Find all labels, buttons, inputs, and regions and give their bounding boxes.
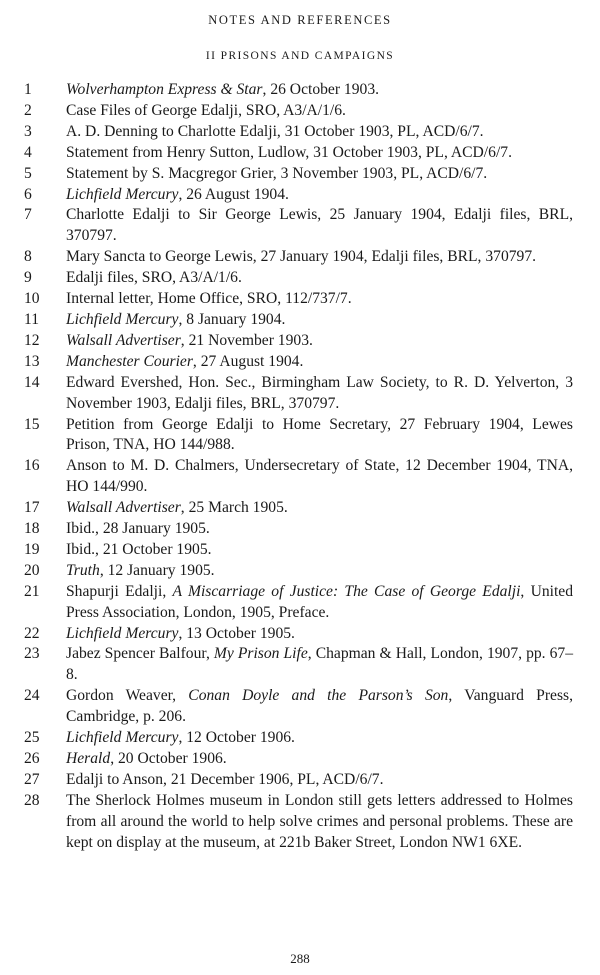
- note-entry: [0, 143, 573, 164]
- note-entry: [0, 728, 573, 749]
- note-entry: [0, 791, 573, 854]
- note-text-run: Edalji to Anson, 21 December 1906, PL, ACD/6/7.: [66, 770, 384, 788]
- note-entry: [0, 80, 573, 101]
- note-title-italic: A Miscarriage of Justice: The Case of George Edalji: [172, 582, 521, 600]
- note-text-run: , 25 March 1905.: [180, 499, 288, 517]
- note-entry: [0, 519, 573, 540]
- notes-list: [0, 80, 600, 854]
- note-text-run: The Sherlock Holmes museum in London still gets letters addressed to Holmes from all around the world to help solve crimes and personal problems. These are kept on display at the museum, at 221b Baker Street, London NW1 6XE.: [66, 791, 573, 851]
- note-number: 7: [24, 206, 32, 224]
- note-title-italic: Wolverhampton Express & Star: [66, 81, 263, 98]
- note-number: 9: [24, 269, 32, 287]
- note-entry: [0, 122, 573, 143]
- note-text-run: Statement by S. Macgregor Grier, 3 November 1903, PL, ACD/6/7.: [66, 164, 488, 182]
- note-text: [66, 269, 242, 286]
- note-entry: [0, 644, 573, 686]
- note-entry: [0, 331, 573, 352]
- note-number: 27: [24, 770, 40, 788]
- note-text: [66, 81, 379, 98]
- note-text: [66, 353, 303, 370]
- note-text-run: , 8 January 1904.: [178, 310, 286, 328]
- note-number: 20: [24, 561, 40, 579]
- note-number: 2: [24, 101, 32, 119]
- note-text: [66, 562, 215, 579]
- note-entry: [0, 289, 573, 310]
- note-number: 17: [24, 499, 40, 517]
- note-entry: [0, 310, 573, 331]
- note-number: 15: [24, 415, 40, 433]
- note-text-run: Gordon Weaver,: [66, 687, 189, 705]
- note-text: [66, 290, 352, 307]
- note-text: [66, 771, 383, 788]
- note-number: 22: [24, 624, 40, 642]
- note-text-run: , 20 October 1906.: [110, 750, 227, 767]
- note-entry: [0, 268, 573, 289]
- note-entry: [0, 770, 573, 791]
- note-text: [66, 499, 288, 516]
- note-number: 5: [24, 164, 32, 182]
- note-text: [66, 416, 573, 454]
- note-entry: [0, 373, 573, 415]
- note-text: [66, 687, 573, 725]
- note-title-italic: Walsall Advertiser: [66, 331, 181, 349]
- note-text-run: A. D. Denning to Charlotte Edalji, 31 October 1903, PL, ACD/6/7.: [66, 122, 484, 140]
- note-text-run: Case Files of George Edalji, SRO, A3/A/1/6.: [66, 101, 346, 119]
- note-text-run: Mary Sancta to George Lewis, 27 January 1904, Edalji files, BRL, 370797.: [66, 248, 537, 266]
- note-number: 28: [24, 791, 40, 809]
- note-number: 12: [24, 331, 40, 349]
- note-number: 10: [24, 290, 40, 308]
- running-head: NOTES AND REFERENCES: [208, 13, 392, 27]
- note-text-run: Petition from George Edalji to Home Secretary, 27 February 1904, Lewes Prison, TNA, HO 144/988.: [66, 415, 573, 454]
- note-text-run: , 21 November 1903.: [180, 331, 313, 349]
- note-text: [66, 186, 289, 203]
- note-text: [66, 374, 573, 412]
- note-text-run: Internal letter, Home Office, SRO, 112/737/7.: [66, 290, 352, 308]
- note-title-italic: Lichfield Mercury: [66, 185, 179, 203]
- note-text-run: , 13 October 1905.: [178, 624, 295, 642]
- note-entry: [0, 624, 573, 645]
- note-number: 16: [24, 457, 40, 475]
- note-number: 25: [24, 729, 40, 747]
- note-text: [66, 248, 536, 265]
- note-entry: [0, 749, 573, 770]
- note-number: 13: [24, 352, 40, 370]
- note-title-italic: My Prison Life: [213, 645, 308, 663]
- note-entry: [0, 498, 573, 519]
- note-entry: [0, 582, 573, 624]
- note-entry: [0, 185, 573, 206]
- note-text-run: , 26 August 1904.: [178, 185, 289, 203]
- note-text-run: Charlotte Edalji to Sir George Lewis, 25 January 1904, Edalji files, BRL, 370797.: [66, 206, 573, 245]
- note-text: [66, 541, 212, 558]
- note-entry: [0, 686, 573, 728]
- note-text-run: , 27 August 1904.: [192, 352, 304, 370]
- note-title-italic: Lichfield Mercury: [66, 729, 179, 747]
- note-text: [66, 645, 573, 683]
- note-text: [66, 457, 573, 495]
- note-title-italic: Lichfield Mercury: [66, 310, 179, 328]
- note-text-run: , 26 October 1903.: [262, 81, 380, 98]
- note-text-run: Ibid., 28 January 1905.: [66, 520, 210, 538]
- note-text: [66, 750, 227, 767]
- note-text: [66, 792, 573, 851]
- note-number: 1: [24, 81, 32, 98]
- note-entry: [0, 101, 573, 122]
- note-text: [66, 102, 346, 119]
- note-text: [66, 332, 313, 349]
- note-number: 14: [24, 373, 40, 391]
- note-text-run: Jabez Spencer Balfour,: [66, 645, 214, 663]
- note-entry: [0, 352, 573, 373]
- note-entry: [0, 456, 573, 498]
- note-entry: [0, 561, 573, 582]
- note-text: [66, 206, 573, 244]
- note-text: [66, 144, 512, 161]
- note-text-run: , 12 October 1906.: [178, 729, 295, 747]
- note-number: 21: [24, 582, 40, 600]
- note-number: 24: [24, 687, 40, 705]
- note-entry: [0, 164, 573, 185]
- note-title-italic: Herald: [66, 750, 111, 767]
- note-text: [66, 311, 285, 328]
- note-title-italic: Manchester Courier: [66, 352, 193, 370]
- note-number: 23: [24, 645, 40, 663]
- note-text-run: , United Press Association, London, 1905, Preface.: [66, 582, 574, 621]
- note-text-run: Ibid., 21 October 1905.: [66, 540, 212, 558]
- note-text: [66, 729, 295, 746]
- note-text-run: Edalji files, SRO, A3/A/1/6.: [66, 269, 242, 287]
- note-number: 8: [24, 248, 32, 266]
- note-number: 18: [24, 520, 40, 538]
- note-text-run: , Chapman & Hall, London, 1907, pp. 67–8.: [66, 645, 573, 684]
- note-title-italic: Conan Doyle and the Parson’s Son: [188, 687, 449, 705]
- note-text-run: Statement from Henry Sutton, Ludlow, 31 October 1903, PL, ACD/6/7.: [66, 143, 512, 161]
- note-text-run: , 12 January 1905.: [99, 561, 215, 579]
- note-number: 11: [24, 310, 40, 328]
- note-text-run: Edward Evershed, Hon. Sec., Birmingham Law Society, to R. D. Yelverton, 3 November 1903, Edalji files, BRL, 370797.: [66, 373, 573, 412]
- note-number: 3: [24, 122, 32, 140]
- note-text: [66, 520, 210, 537]
- note-text: [66, 583, 573, 621]
- section-heading: II PRISONS AND CAMPAIGNS: [205, 50, 395, 62]
- note-entry: [0, 415, 573, 457]
- note-title-italic: Truth: [66, 561, 100, 579]
- note-number: 26: [24, 750, 40, 767]
- note-text: [66, 625, 295, 642]
- note-entry: [0, 247, 573, 268]
- note-number: 6: [24, 185, 32, 203]
- note-text: [66, 165, 487, 182]
- page-number: 288: [290, 951, 310, 966]
- note-text-run: Shapurji Edalji,: [66, 582, 173, 600]
- note-number: 4: [24, 143, 32, 161]
- note-title-italic: Lichfield Mercury: [66, 624, 179, 642]
- note-text-run: Anson to M. D. Chalmers, Undersecretary of State, 12 December 1904, TNA, HO 144/990.: [66, 457, 573, 496]
- note-entry: [0, 205, 573, 247]
- note-text-run: , Vanguard Press, Cambridge, p. 206.: [66, 687, 573, 726]
- note-title-italic: Walsall Advertiser: [66, 499, 181, 517]
- note-entry: [0, 540, 573, 561]
- note-text: [66, 123, 484, 140]
- note-number: 19: [24, 540, 40, 558]
